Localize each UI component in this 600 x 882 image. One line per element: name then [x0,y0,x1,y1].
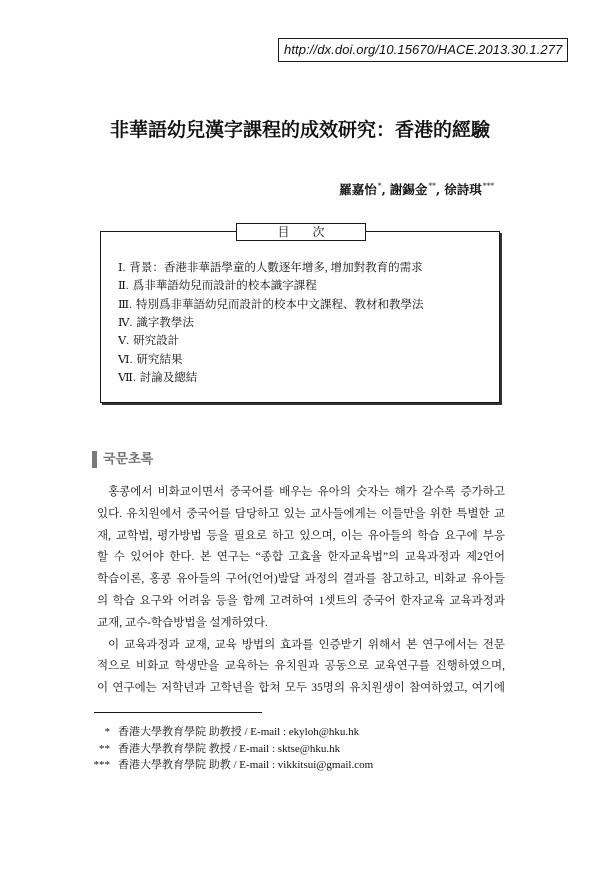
toc-item-numeral: Ⅶ. [118,371,136,384]
toc-item-text: 特別爲非華語幼兒而設計的校本中文課程、教材和教學法 [135,298,424,311]
footnote [85,724,525,741]
author-separator: , [381,182,386,197]
text-line: 이 교육과정과 교재, 교육 방법의 효과를 인증받기 위해서 본 연구에서는 전문 [108,638,505,651]
toc-item-text: 研究結果 [136,353,183,366]
footnote-mark: *** [93,759,110,772]
toc-item-text: 識字教學法 [136,316,194,329]
toc-item-numeral: Ⅴ. [118,335,130,348]
text-line: 교재, 교수-학습방법을 설계하였다. [97,616,268,629]
author-name: 謝錫金 [389,182,428,197]
author-line [339,177,494,195]
toc-item-numeral: Ⅵ. [118,353,133,366]
author-separator: , [435,182,441,197]
footnote-divider [94,712,262,713]
text-line: 홍콩에서 비화교이면서 중국어를 배우는 유아의 숫자는 해가 갈수록 증가하고 [108,486,505,498]
footnote-mark: * [104,726,110,738]
toc-list [118,259,490,387]
toc-item-text: 背景：香港非華語學童的人數逐年增多, 增加對教育的需求 [129,262,423,274]
toc-item [118,296,490,314]
author-footnote-mark: ** [428,181,436,190]
toc-item-text: 討論及總結 [139,371,198,384]
toc-item [118,369,490,387]
toc-item-numeral: Ⅲ. [118,298,132,311]
toc-item-numeral: Ⅰ. [118,262,126,274]
text-line: 학습이론, 홍콩 유아들의 구어(언어)발달 과정의 결과를 참고하고, 비화교 유아들 [97,573,505,586]
section-marker-bar [92,451,97,468]
author-name: 徐詩琪 [444,182,482,197]
text-line: 의 학습 요구와 어려움 등을 함께 고려하여 1셋트의 중국어 한자교육 교육과정과 [97,594,505,607]
author-footnote-mark: * [377,181,382,190]
abstract-paragraph [97,482,505,635]
toc-item [118,351,490,369]
toc-item-text: 研究設計 [133,335,180,348]
abstract-body [97,482,505,700]
abstract-heading: 국문초록 [103,452,154,467]
toc-item [118,332,490,350]
author-footnote-mark: *** [482,181,494,190]
footnote [85,741,525,758]
toc-item [118,314,490,332]
paper-title: 非華語幼兒漢字課程的成效研究：香港的經驗 [109,119,490,141]
toc-item-numeral: Ⅳ. [118,316,133,329]
footnote-text: 香港大學教育學院 助教 / E-mail : vikkitsui@gmail.com [118,759,374,772]
author-name: 羅嘉怡 [339,182,377,197]
footnote-mark: ** [99,742,110,755]
text-line: 할 수 있어야 한다. 본 연구는 “종합 고효율 한자교육법”의 교육과정과 제2언어 [97,551,505,564]
toc-item-text: 爲非華語幼兒而設計的校本識字課程 [132,280,317,293]
text-line: 있다. 유치원에서 중국어를 담당하고 있는 교사들에게는 이들만을 위한 특별한 교 [97,507,505,520]
footnotes [85,724,525,774]
toc-item [118,277,490,295]
toc-heading: 目 次 [236,223,366,241]
footnote-text: 香港大學教育學院 教授 / E-mail : sktse@hku.hk [118,742,341,755]
text-line: 이 연구에는 저학년과 고학년을 합쳐 모두 35명의 유치원생이 참여하였고, 여기에 [97,682,505,695]
text-line: 적으로 비화교 학생만을 교육하는 유치원과 공동으로 교육연구를 진행하였으며, [97,660,505,673]
text-line: 재, 교학법, 평가방법 등을 필요로 하고 있으며, 이는 유아들의 학습 요구에 부응 [97,529,505,542]
footnote [85,757,525,774]
abstract-paragraph [97,635,505,700]
doi-link[interactable]: http://dx.doi.org/10.15670/HACE.2013.30.1.277 [284,42,563,57]
toc-item-numeral: Ⅱ. [118,280,129,293]
toc-item [118,259,490,277]
doi-box [278,38,568,62]
footnote-text: 香港大學教育學院 助教授 / E-mail : ekyloh@hku.hk [118,726,360,738]
